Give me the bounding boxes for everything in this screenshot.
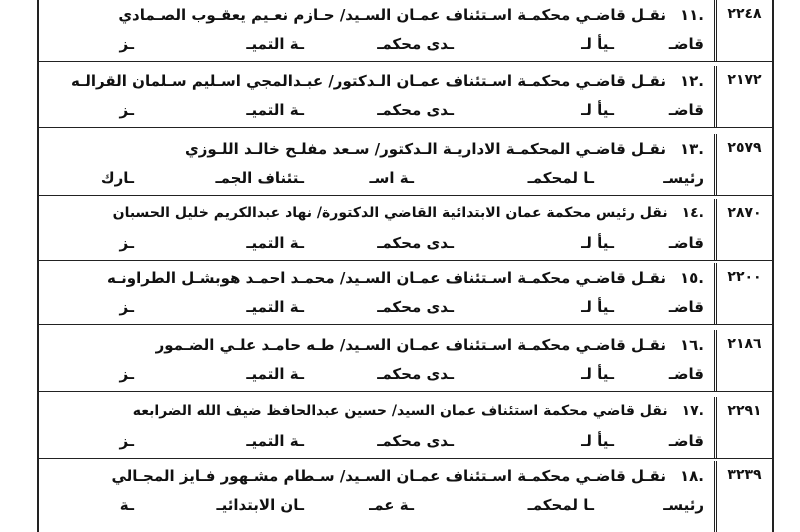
position-part: ـيأ لـ bbox=[581, 365, 614, 383]
position-part: قاضـ bbox=[668, 101, 704, 119]
item-number: .١٨ bbox=[679, 467, 704, 485]
position-part: ـة اسـ bbox=[369, 169, 414, 187]
position-part: ـارك bbox=[100, 169, 134, 187]
record-code: ٣٢٣٩ bbox=[714, 461, 772, 532]
position-part: ـة التميـ bbox=[246, 234, 304, 252]
position-part: ـز bbox=[119, 365, 134, 383]
item-number: .١٢ bbox=[679, 72, 704, 90]
table-row bbox=[39, 134, 772, 196]
position-part: ـز bbox=[119, 35, 134, 53]
new-position-line bbox=[94, 169, 704, 191]
row-content bbox=[39, 461, 710, 532]
position-part: ـا لمحكمـ bbox=[527, 169, 594, 187]
transfer-text: نقـل قاضـي محكمـة اسـتئناف عمـان الـدكتور/ عبـدالمجي اسـليم سـلمان القرالـه bbox=[71, 72, 666, 90]
row-content bbox=[39, 199, 710, 260]
record-code: ٢٢٠٠ bbox=[714, 263, 772, 324]
position-part: ـيأ لـ bbox=[581, 432, 614, 450]
position-part: رئيسـ bbox=[663, 496, 704, 514]
position-part: ـة التميـ bbox=[246, 298, 304, 316]
new-position-line bbox=[94, 234, 704, 256]
transfer-text: نقـل قاضـي محكمـة اسـتئناف عمـان السـيد/ سـطام مشـهور فـايز المجـالي bbox=[111, 467, 666, 485]
transfer-text: نقـل قاضـي محكمـة اسـتئناف عمـان السـيد/ طـه حامـد علـي الضـمور bbox=[155, 336, 666, 354]
position-part: ـان الابتدائيـ bbox=[216, 496, 304, 514]
position-part: ـيأ لـ bbox=[581, 35, 614, 53]
position-part: ـة التميـ bbox=[246, 35, 304, 53]
position-part: ـدى محكمـ bbox=[377, 432, 454, 450]
transfer-statement bbox=[113, 205, 704, 221]
record-code: ٢١٨٦ bbox=[714, 330, 772, 391]
table-row bbox=[39, 0, 772, 62]
table-row bbox=[39, 199, 772, 261]
position-part: ـا لمحكمـ bbox=[527, 496, 594, 514]
transfer-text: نقل رئيس محكمة عمان الابتدائية القاضي الدكتورة/ نهاد عبدالكريم خليل الحسبان bbox=[112, 205, 668, 221]
table-row bbox=[39, 330, 772, 392]
new-position-line bbox=[94, 496, 704, 518]
transfer-statement bbox=[156, 336, 704, 354]
position-part: ـز bbox=[119, 234, 134, 252]
position-part: قاضـ bbox=[668, 298, 704, 316]
position-part: قاضـ bbox=[668, 365, 704, 383]
position-part: ـة عمـ bbox=[369, 496, 414, 514]
row-content bbox=[39, 397, 710, 458]
new-position-line bbox=[94, 35, 704, 57]
item-number: .١٥ bbox=[679, 269, 704, 287]
transfer-statement bbox=[71, 72, 704, 90]
row-content bbox=[39, 134, 710, 195]
position-part: ـتئناف الجمـ bbox=[215, 169, 304, 187]
transfer-statement bbox=[111, 467, 704, 485]
transfer-text: نقل قاضي محكمة استئناف عمان السيد/ حسين عبدالحافظ ضيف الله الضرابعه bbox=[132, 403, 668, 419]
position-part: ـة bbox=[119, 496, 134, 514]
item-number: .١٧ bbox=[681, 403, 704, 419]
row-content bbox=[39, 66, 710, 127]
position-part: ـدى محكمـ bbox=[377, 298, 454, 316]
position-part: ـيأ لـ bbox=[581, 298, 614, 316]
transfer-statement bbox=[118, 6, 704, 24]
row-content bbox=[39, 330, 710, 391]
table-row bbox=[39, 461, 772, 532]
item-number: .١٦ bbox=[679, 336, 704, 354]
position-part: ـدى محكمـ bbox=[377, 365, 454, 383]
position-part: ـيأ لـ bbox=[581, 234, 614, 252]
new-position-line bbox=[94, 432, 704, 454]
position-part: ـيأ لـ bbox=[581, 101, 614, 119]
position-part: ـز bbox=[119, 432, 134, 450]
new-position-line bbox=[94, 365, 704, 387]
position-part: ـة التميـ bbox=[246, 365, 304, 383]
transfer-text: نقـل قاضـي محكمـة اسـتئناف عمـان السـيد/ حـازم نعـيم يعقـوب الصـمادي bbox=[118, 6, 666, 24]
new-position-line bbox=[94, 101, 704, 123]
position-part: ـة التميـ bbox=[246, 101, 304, 119]
position-part: ـز bbox=[119, 298, 134, 316]
position-part: رئيسـ bbox=[663, 169, 704, 187]
position-part: قاضـ bbox=[668, 432, 704, 450]
table-row bbox=[39, 263, 772, 325]
item-number: .١٤ bbox=[681, 205, 704, 221]
table-row bbox=[39, 397, 772, 459]
record-code: ٢٨٧٠ bbox=[714, 199, 772, 260]
record-code: ٢١٧٢ bbox=[714, 66, 772, 127]
transfer-statement bbox=[185, 140, 704, 158]
item-number: .١١ bbox=[679, 6, 704, 24]
item-number: .١٣ bbox=[679, 140, 704, 158]
transfer-statement bbox=[133, 403, 704, 419]
row-content bbox=[39, 0, 710, 61]
position-part: ـز bbox=[119, 101, 134, 119]
position-part: قاضـ bbox=[668, 234, 704, 252]
position-part: ـدى محكمـ bbox=[377, 35, 454, 53]
record-code: ٢٢٤٨ bbox=[714, 0, 772, 61]
transfer-text: نقـل قاضـي المحكمـة الاداريـة الـدكتور/ سـعد مفلـح خالـد اللـوزي bbox=[184, 140, 666, 158]
position-part: ـدى محكمـ bbox=[377, 234, 454, 252]
table-row bbox=[39, 66, 772, 128]
position-part: قاضـ bbox=[668, 35, 704, 53]
transfer-text: نقـل قاضـي محكمـة اسـتئناف عمـان السـيد/ محمـد احمـد هوبشـل الطراونـه bbox=[106, 269, 666, 287]
record-code: ٢٥٧٩ bbox=[714, 134, 772, 195]
transfer-statement bbox=[107, 269, 704, 287]
position-part: ـدى محكمـ bbox=[377, 101, 454, 119]
row-content bbox=[39, 263, 710, 324]
decisions-table bbox=[37, 0, 774, 532]
new-position-line bbox=[94, 298, 704, 320]
record-code: ٢٢٩١ bbox=[714, 397, 772, 458]
position-part: ـة التميـ bbox=[246, 432, 304, 450]
